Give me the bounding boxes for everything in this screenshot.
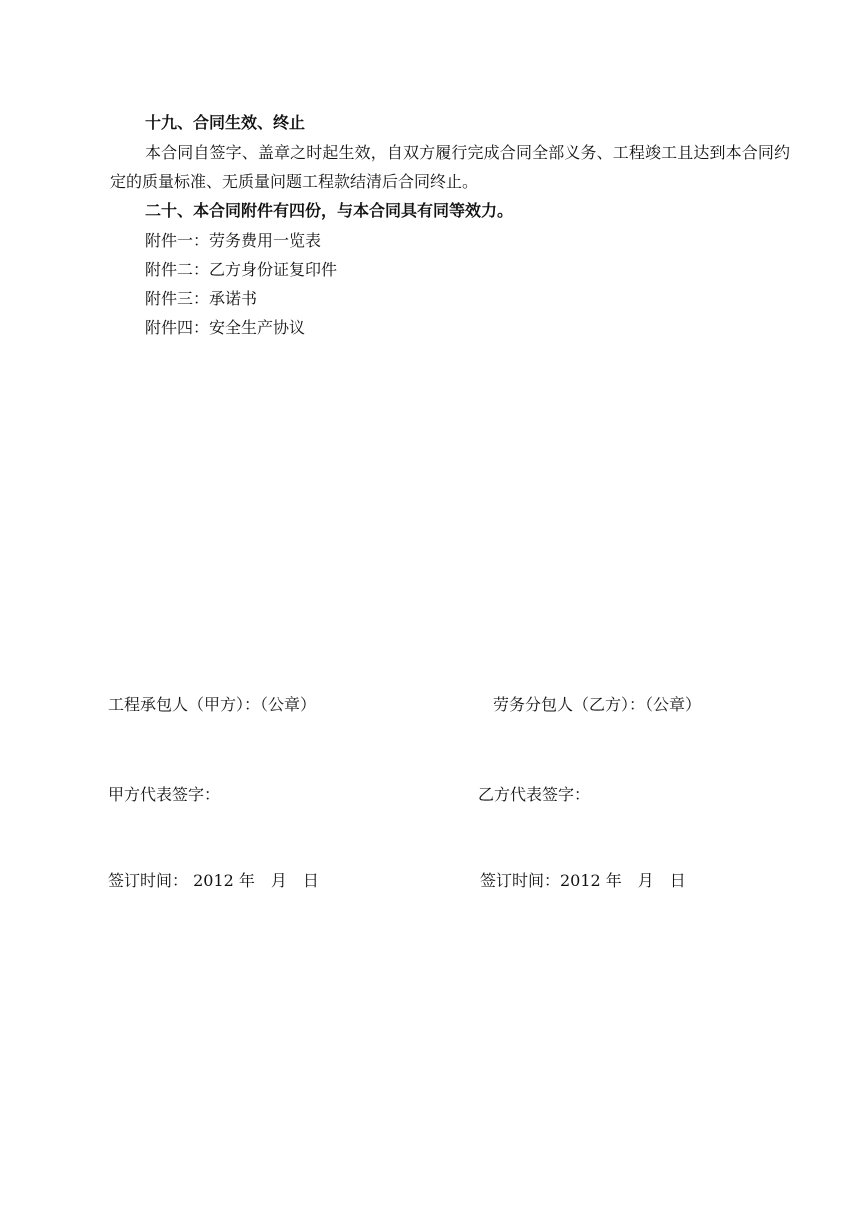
attachment-item: 附件四：安全生产协议 xyxy=(145,318,306,337)
attachment-item: 附件三：承诺书 xyxy=(145,289,258,308)
party-a-representative-label: 甲方代表签字： xyxy=(108,785,221,804)
party-b-representative-label: 乙方代表签字： xyxy=(478,785,591,804)
section-19-heading: 十九、合同生效、终止 xyxy=(145,113,306,132)
party-b-seal-label: 劳务分包人（乙方）：（公章） xyxy=(493,695,702,714)
attachment-item: 附件一：劳务费用一览表 xyxy=(145,231,322,250)
party-a-date-label: 签订时间： 2012 年 月 日 xyxy=(108,871,319,890)
section-20-heading: 二十、本合同附件有四份，与本合同具有同等效力。 xyxy=(145,201,514,220)
party-b-date-label: 签订时间：2012 年 月 日 xyxy=(480,871,686,890)
attachment-item: 附件二：乙方身份证复印件 xyxy=(145,260,338,279)
party-a-seal-label: 工程承包人（甲方）：（公章） xyxy=(108,695,317,714)
section-19-body: 本合同自签字、盖章之时起生效，自双方履行完成合同全部义务、工程竣工且达到本合同约定的质量标准、无质量问题工程款结清后合同终止。 xyxy=(110,143,790,191)
